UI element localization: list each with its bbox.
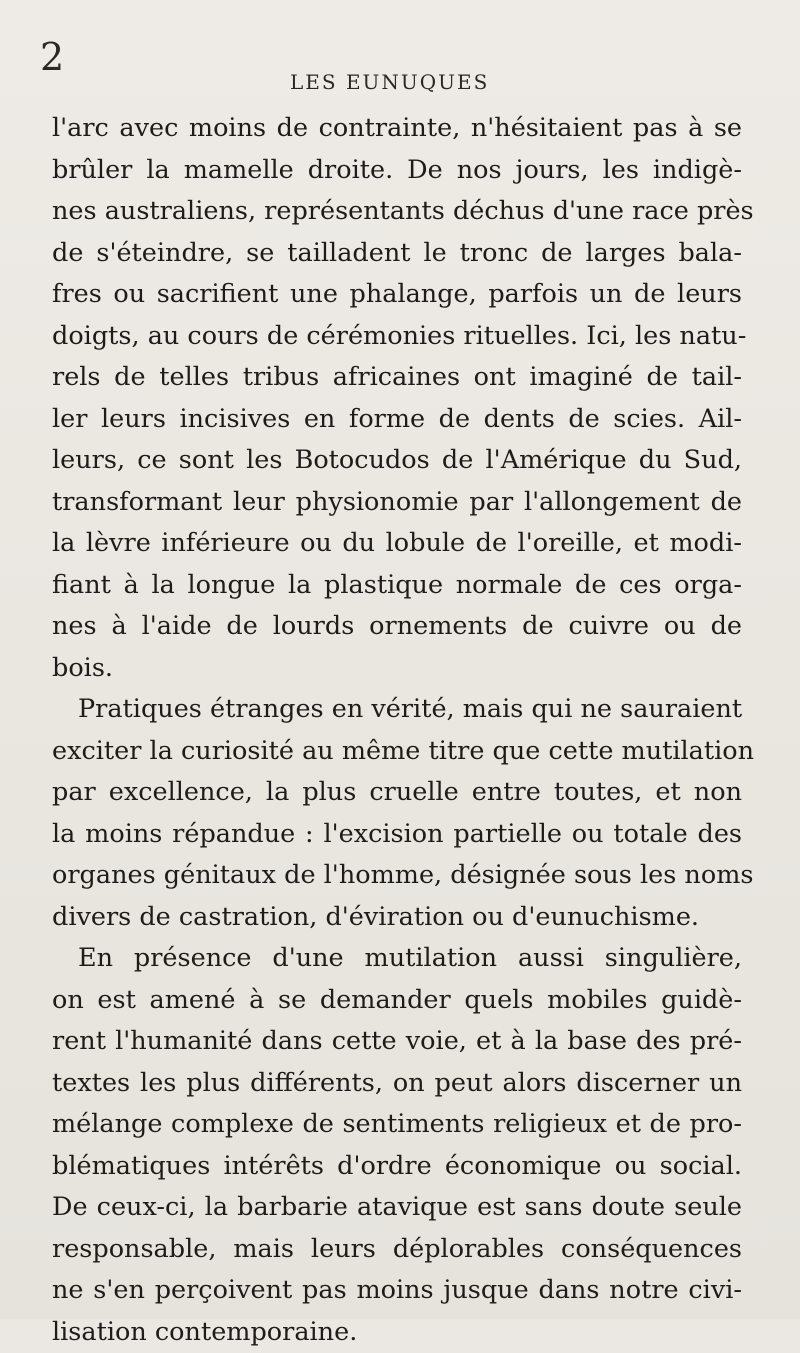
text-line: organes génitaux de l'homme, désignée sous les noms bbox=[52, 855, 742, 897]
text-line: par excellence, la plus cruelle entre toutes, et non bbox=[52, 772, 742, 814]
page-number: 2 bbox=[40, 38, 64, 76]
text-line: l'arc avec moins de contrainte, n'hésitaient pas à se bbox=[52, 108, 742, 150]
text-line: fiant à la longue la plastique normale de ces orga- bbox=[52, 565, 742, 607]
text-line: bois. bbox=[52, 648, 742, 690]
text-line: doigts, au cours de cérémonies rituelles. Ici, les natu- bbox=[52, 316, 742, 358]
text-line: divers de castration, d'éviration ou d'eunuchisme. bbox=[52, 897, 742, 939]
text-line: rent l'humanité dans cette voie, et à la base des pré- bbox=[52, 1021, 742, 1063]
text-line: ne s'en perçoivent pas moins jusque dans notre civi- bbox=[52, 1270, 742, 1312]
text-line: brûler la mamelle droite. De nos jours, les indigè- bbox=[52, 150, 742, 192]
text-line: nes australiens, représentants déchus d'une race près bbox=[52, 191, 742, 233]
text-line: transformant leur physionomie par l'allongement de bbox=[52, 482, 742, 524]
text-line: fres ou sacrifient une phalange, parfois un de leurs bbox=[52, 274, 742, 316]
text-line: rels de telles tribus africaines ont imaginé de tail- bbox=[52, 357, 742, 399]
text-line: de s'éteindre, se tailladent le tronc de larges bala- bbox=[52, 233, 742, 275]
text-line: exciter la curiosité au même titre que cette mutilation bbox=[52, 731, 742, 773]
text-line: blématiques intérêts d'ordre économique ou social. bbox=[52, 1146, 742, 1188]
text-line: Pratiques étranges en vérité, mais qui ne sauraient bbox=[52, 689, 742, 731]
text-line: la moins répandue : l'excision partielle ou totale des bbox=[52, 814, 742, 856]
text-line: nes à l'aide de lourds ornements de cuivre ou de bbox=[52, 606, 742, 648]
running-head: LES EUNUQUES bbox=[290, 70, 489, 94]
text-line: leurs, ce sont les Botocudos de l'Amérique du Sud, bbox=[52, 440, 742, 482]
text-line: on est amené à se demander quels mobiles guidè- bbox=[52, 980, 742, 1022]
text-line: textes les plus différents, on peut alors discerner un bbox=[52, 1063, 742, 1105]
text-line: En présence d'une mutilation aussi singulière, bbox=[52, 938, 742, 980]
text-line: la lèvre inférieure ou du lobule de l'oreille, et modi- bbox=[52, 523, 742, 565]
text-line: ler leurs incisives en forme de dents de scies. Ail- bbox=[52, 399, 742, 441]
text-line: responsable, mais leurs déplorables conséquences bbox=[52, 1229, 742, 1271]
text-line: mélange complexe de sentiments religieux et de pro- bbox=[52, 1104, 742, 1146]
body-text bbox=[52, 108, 742, 1353]
text-line: De ceux-ci, la barbarie atavique est sans doute seule bbox=[52, 1187, 742, 1229]
text-line: lisation contemporaine. bbox=[52, 1312, 742, 1353]
